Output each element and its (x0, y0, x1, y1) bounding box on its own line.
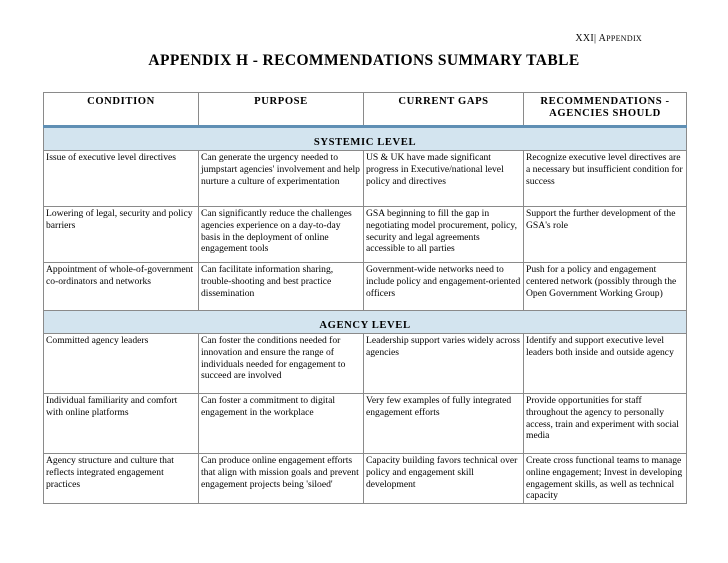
section-label: AGENCY LEVEL (44, 311, 687, 334)
column-header-current-gaps: CURRENT GAPS (364, 93, 524, 127)
table-cell: Can significantly reduce the challenges agencies experience on a day-to-day basis in the deployment of online engagement tools (199, 207, 364, 263)
table-cell: Can foster a commitment to digital engagement in the workplace (199, 394, 364, 454)
page-title: APPENDIX H - RECOMMENDATIONS SUMMARY TABLE (148, 52, 580, 69)
table-row (44, 394, 687, 454)
table-cell: US & UK have made significant progress in Executive/national level policy and directives (364, 151, 524, 207)
table-row (44, 334, 687, 394)
table-row (44, 454, 687, 504)
table-cell: Capacity building favors technical over policy and engagement skill development (364, 454, 524, 504)
table-cell: Government-wide networks need to include policy and engagement-oriented officers (364, 263, 524, 311)
table-row (44, 151, 687, 207)
table-cell: Identify and support executive level leaders both inside and outside agency (524, 334, 687, 394)
table-cell: GSA beginning to fill the gap in negotiating model procurement, policy, security and legal agreements accessible to all parties (364, 207, 524, 263)
table-cell: Recognize executive level directives are a necessary but insufficient condition for success (524, 151, 687, 207)
table-cell: Issue of executive level directives (44, 151, 199, 207)
table-cell: Push for a policy and engagement centered network (possibly through the Open Government Working Group) (524, 263, 687, 311)
table-cell: Create cross functional teams to manage online engagement; Invest in developing engagement skills, as well as technical capacity (524, 454, 687, 504)
table-cell: Agency structure and culture that reflects integrated engagement practices (44, 454, 199, 504)
column-header-recommendations: RECOMMENDATIONS - AGENCIES SHOULD (524, 93, 687, 127)
running-header (575, 33, 642, 44)
column-header-purpose: PURPOSE (199, 93, 364, 127)
table-cell: Very few examples of fully integrated engagement efforts (364, 394, 524, 454)
table-cell: Can facilitate information sharing, trouble-shooting and best practice dissemination (199, 263, 364, 311)
recommendations-table (43, 92, 687, 504)
section-row-agency (44, 311, 687, 334)
table-cell: Lowering of legal, security and policy barriers (44, 207, 199, 263)
table-cell: Individual familiarity and comfort with online platforms (44, 394, 199, 454)
page-number: XXI| (575, 33, 597, 44)
table-header-row (44, 93, 687, 127)
table-cell: Support the further development of the GSA's role (524, 207, 687, 263)
table-row (44, 207, 687, 263)
table-cell: Appointment of whole-of-government co-ordinators and networks (44, 263, 199, 311)
table-cell: Provide opportunities for staff throughout the agency to personally access, train and experiment with social media (524, 394, 687, 454)
table-cell: Committed agency leaders (44, 334, 199, 394)
section-label: SYSTEMIC LEVEL (44, 127, 687, 151)
table-cell: Leadership support varies widely across agencies (364, 334, 524, 394)
section-name: APPENDIX (598, 33, 642, 44)
table-cell: Can produce online engagement efforts that align with mission goals and prevent engagement projects being 'siloed' (199, 454, 364, 504)
table-cell: Can generate the urgency needed to jumpstart agencies' involvement and help nurture a culture of experimentation (199, 151, 364, 207)
table-row (44, 263, 687, 311)
section-row-systemic (44, 127, 687, 151)
table-cell: Can foster the conditions needed for innovation and ensure the range of individuals needed for engagement to succeed are involved (199, 334, 364, 394)
column-header-condition: CONDITION (44, 93, 199, 127)
